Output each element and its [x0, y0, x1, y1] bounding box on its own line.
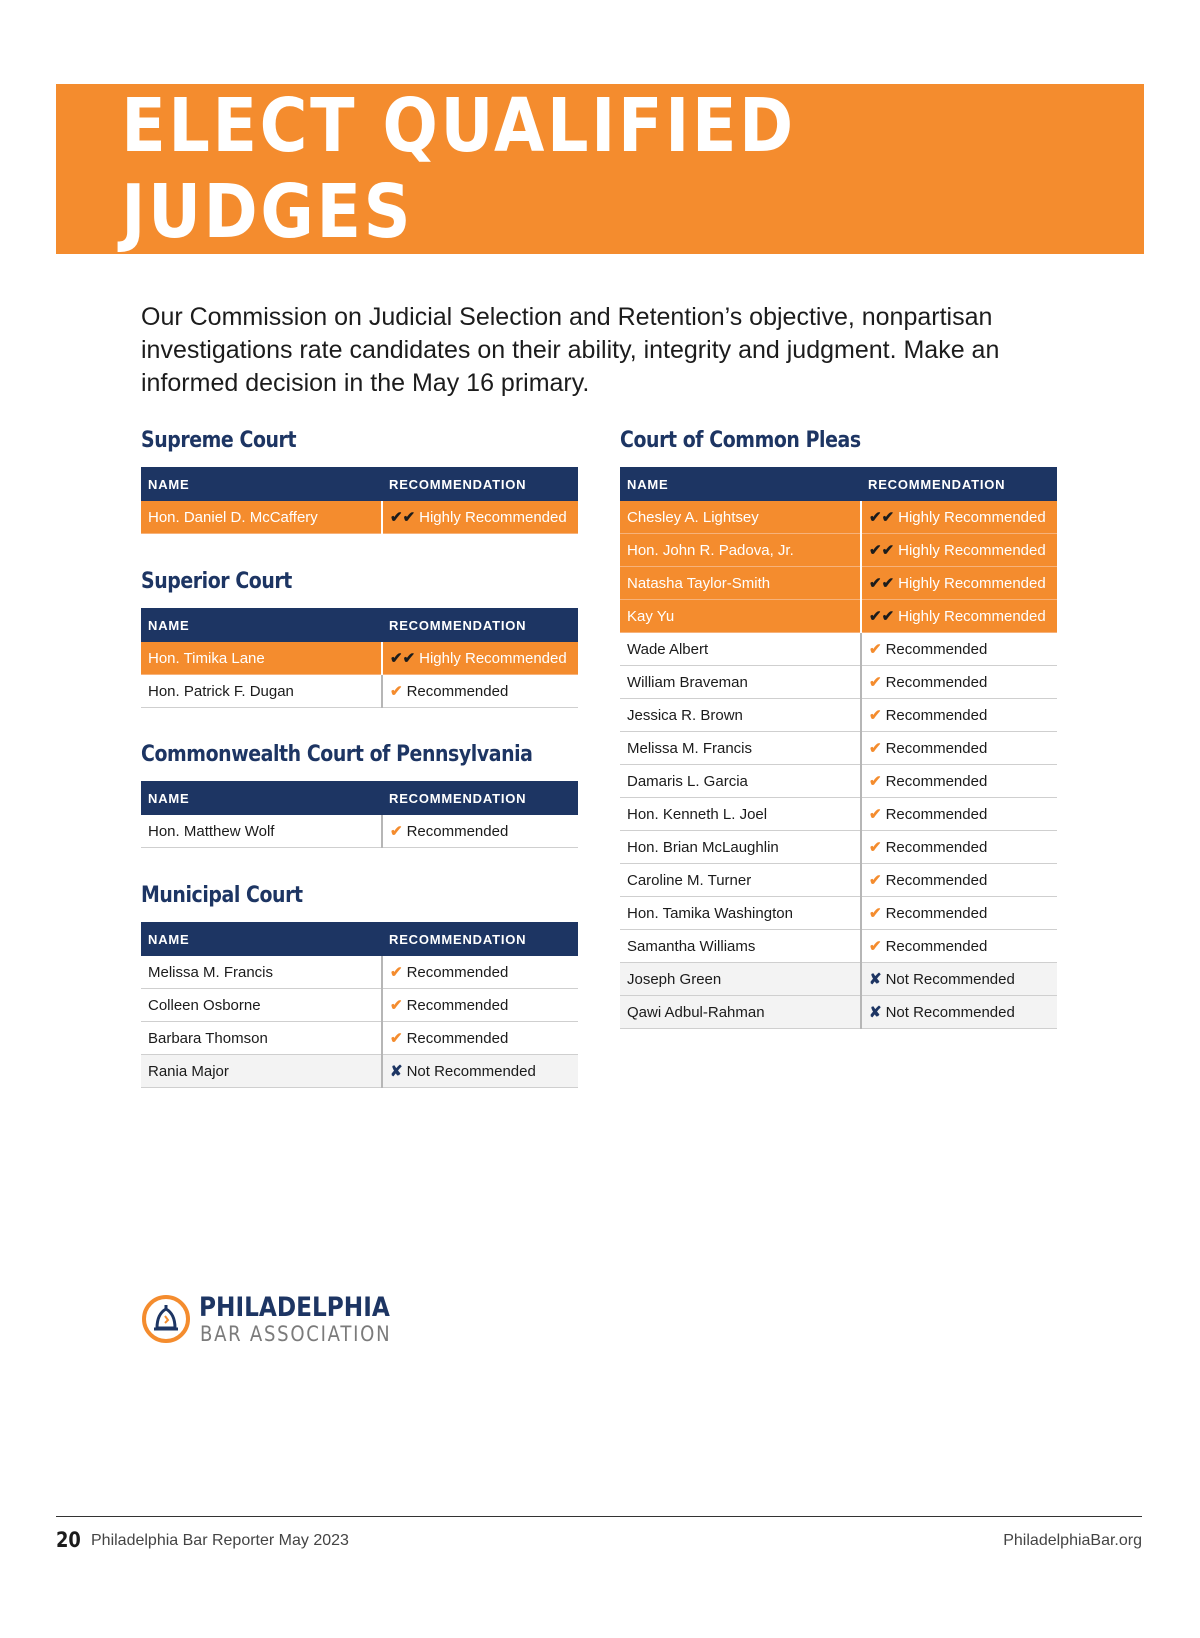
municipal-court-table [141, 922, 578, 1088]
table-row [620, 930, 1057, 963]
x-mark-icon: ✘ [869, 971, 882, 988]
recommendation-label: Highly Recommended [419, 509, 567, 526]
table-row [620, 963, 1057, 996]
checkmark-icon: ✔✔ [869, 509, 895, 526]
table-row [141, 989, 578, 1022]
logo-subtitle: BAR ASSOCIATION [200, 1322, 392, 1346]
candidate-name: Kay Yu [620, 600, 861, 633]
commonwealth-court-table [141, 781, 578, 848]
recommendation-label: Recommended [885, 773, 988, 790]
candidate-name: Hon. Daniel D. McCaffery [141, 501, 382, 534]
table-header-row [141, 608, 578, 642]
recommendation-label: Recommended [885, 872, 988, 889]
table-row [620, 534, 1057, 567]
recommendation-label: Highly Recommended [898, 509, 1046, 526]
candidate-name: Hon. Patrick F. Dugan [141, 675, 382, 708]
candidate-name: Damaris L. Garcia [620, 765, 861, 798]
candidate-name: Rania Major [141, 1055, 382, 1088]
recommendation-cell [861, 864, 1057, 897]
recommendation-column-header: RECOMMENDATION [382, 608, 578, 642]
common-pleas-heading: Court of Common Pleas [620, 428, 861, 453]
candidate-name: Samantha Williams [620, 930, 861, 963]
recommendation-cell [861, 600, 1057, 633]
checkmark-icon: ✔✔ [869, 542, 895, 559]
recommendation-label: Recommended [885, 707, 988, 724]
candidate-name: Jessica R. Brown [620, 699, 861, 732]
recommendation-label: Recommended [406, 823, 509, 840]
superior-court-table [141, 608, 578, 708]
candidate-name: William Braveman [620, 666, 861, 699]
table-row [620, 798, 1057, 831]
candidate-name: Joseph Green [620, 963, 861, 996]
recommendation-cell [382, 815, 578, 848]
candidate-name: Hon. John R. Padova, Jr. [620, 534, 861, 567]
recommendation-cell [861, 996, 1057, 1029]
recommendation-cell [861, 501, 1057, 534]
recommendation-column-header: RECOMMENDATION [382, 781, 578, 815]
candidate-name: Barbara Thomson [141, 1022, 382, 1055]
recommendation-cell [382, 642, 578, 675]
checkmark-icon: ✔ [869, 674, 882, 691]
recommendation-cell [382, 956, 578, 989]
recommendation-cell [861, 765, 1057, 798]
table-header-row [620, 467, 1057, 501]
name-column-header: NAME [141, 467, 382, 501]
candidate-name: Hon. Matthew Wolf [141, 815, 382, 848]
table-header-row [141, 781, 578, 815]
table-row [620, 897, 1057, 930]
name-column-header: NAME [141, 608, 382, 642]
table-row [620, 864, 1057, 897]
recommendation-label: Highly Recommended [898, 575, 1046, 592]
candidate-name: Chesley A. Lightsey [620, 501, 861, 534]
checkmark-icon: ✔✔ [869, 575, 895, 592]
municipal-court-heading: Municipal Court [141, 883, 303, 908]
recommendation-cell [382, 1022, 578, 1055]
checkmark-icon: ✔ [390, 823, 403, 840]
table-row [141, 956, 578, 989]
common-pleas-table [620, 467, 1057, 1029]
candidate-name: Colleen Osborne [141, 989, 382, 1022]
recommendation-cell [861, 732, 1057, 765]
footer-divider [56, 1516, 1142, 1517]
page-number: 20 [56, 1528, 81, 1552]
table-row [141, 642, 578, 675]
checkmark-icon: ✔ [869, 938, 882, 955]
recommendation-cell [861, 699, 1057, 732]
table-row [620, 765, 1057, 798]
philadelphia-bar-logo [141, 1292, 441, 1348]
table-header-row [141, 922, 578, 956]
table-row [141, 1022, 578, 1055]
recommendation-label: Recommended [406, 683, 509, 700]
checkmark-icon: ✔✔ [390, 509, 416, 526]
table-row [620, 633, 1057, 666]
recommendation-label: Recommended [885, 938, 988, 955]
recommendation-column-header: RECOMMENDATION [382, 922, 578, 956]
recommendation-label: Recommended [885, 806, 988, 823]
checkmark-icon: ✔ [869, 773, 882, 790]
checkmark-icon: ✔ [869, 806, 882, 823]
table-row [141, 1055, 578, 1088]
checkmark-icon: ✔ [869, 905, 882, 922]
candidate-name: Melissa M. Francis [141, 956, 382, 989]
recommendation-cell [382, 675, 578, 708]
recommendation-label: Not Recommended [885, 971, 1015, 988]
recommendation-label: Highly Recommended [898, 542, 1046, 559]
recommendation-label: Recommended [885, 641, 988, 658]
recommendation-label: Recommended [885, 740, 988, 757]
recommendation-cell [382, 989, 578, 1022]
recommendation-label: Recommended [406, 997, 509, 1014]
superior-court-heading: Superior Court [141, 569, 292, 594]
checkmark-icon: ✔ [869, 707, 882, 724]
recommendation-label: Recommended [885, 905, 988, 922]
checkmark-icon: ✔ [869, 740, 882, 757]
recommendation-cell [382, 1055, 578, 1088]
candidate-name: Qawi Adbul-Rahman [620, 996, 861, 1029]
table-row [141, 815, 578, 848]
recommendation-label: Recommended [885, 674, 988, 691]
recommendation-cell [861, 798, 1057, 831]
checkmark-icon: ✔✔ [869, 608, 895, 625]
candidate-name: Hon. Timika Lane [141, 642, 382, 675]
recommendation-cell [861, 897, 1057, 930]
website-link[interactable]: PhiladelphiaBar.org [1003, 1532, 1142, 1549]
checkmark-icon: ✔✔ [390, 650, 416, 667]
liberty-bell-icon [141, 1294, 191, 1344]
logo-name: PHILADELPHIA [199, 1292, 390, 1323]
checkmark-icon: ✔ [390, 1030, 403, 1047]
table-row [620, 699, 1057, 732]
commonwealth-court-heading: Commonwealth Court of Pennsylvania [141, 742, 533, 767]
recommendation-cell [861, 963, 1057, 996]
recommendation-cell [861, 633, 1057, 666]
recommendation-label: Recommended [406, 1030, 509, 1047]
table-row [620, 831, 1057, 864]
checkmark-icon: ✔ [869, 641, 882, 658]
recommendation-cell [861, 930, 1057, 963]
table-row [620, 732, 1057, 765]
recommendation-column-header: RECOMMENDATION [382, 467, 578, 501]
checkmark-icon: ✔ [869, 872, 882, 889]
recommendation-label: Highly Recommended [419, 650, 567, 667]
candidate-name: Caroline M. Turner [620, 864, 861, 897]
candidate-name: Melissa M. Francis [620, 732, 861, 765]
checkmark-icon: ✔ [869, 839, 882, 856]
recommendation-cell [861, 666, 1057, 699]
page-title: ELECT QUALIFIED JUDGES [121, 83, 796, 255]
table-header-row [141, 467, 578, 501]
supreme-court-heading: Supreme Court [141, 428, 297, 453]
table-row [620, 600, 1057, 633]
recommendation-label: Recommended [406, 964, 509, 981]
candidate-name: Natasha Taylor-Smith [620, 567, 861, 600]
table-row [620, 996, 1057, 1029]
checkmark-icon: ✔ [390, 964, 403, 981]
recommendation-label: Not Recommended [885, 1004, 1015, 1021]
x-mark-icon: ✘ [869, 1004, 882, 1021]
candidate-name: Hon. Kenneth L. Joel [620, 798, 861, 831]
recommendation-cell [861, 534, 1057, 567]
recommendation-label: Recommended [885, 839, 988, 856]
table-row [620, 501, 1057, 534]
recommendation-cell [861, 831, 1057, 864]
recommendation-column-header: RECOMMENDATION [861, 467, 1057, 501]
name-column-header: NAME [141, 781, 382, 815]
candidate-name: Hon. Brian McLaughlin [620, 831, 861, 864]
table-row [620, 666, 1057, 699]
title-banner [56, 84, 1144, 254]
recommendation-cell [861, 567, 1057, 600]
supreme-court-table [141, 467, 578, 534]
publication-name: Philadelphia Bar Reporter May 2023 [91, 1532, 349, 1549]
intro-paragraph: Our Commission on Judicial Selection and Retention’s objective, nonpartisan investigations rate candidates on their ability, integrity and judgment. Make an informed decision in the May 16 primary. [141, 303, 1000, 397]
name-column-header: NAME [620, 467, 861, 501]
table-row [141, 501, 578, 534]
candidate-name: Hon. Tamika Washington [620, 897, 861, 930]
checkmark-icon: ✔ [390, 997, 403, 1014]
table-row [141, 675, 578, 708]
recommendation-label: Highly Recommended [898, 608, 1046, 625]
checkmark-icon: ✔ [390, 683, 403, 700]
candidate-name: Wade Albert [620, 633, 861, 666]
name-column-header: NAME [141, 922, 382, 956]
recommendation-cell [382, 501, 578, 534]
table-row [620, 567, 1057, 600]
recommendation-label: Not Recommended [406, 1063, 536, 1080]
x-mark-icon: ✘ [390, 1063, 403, 1080]
